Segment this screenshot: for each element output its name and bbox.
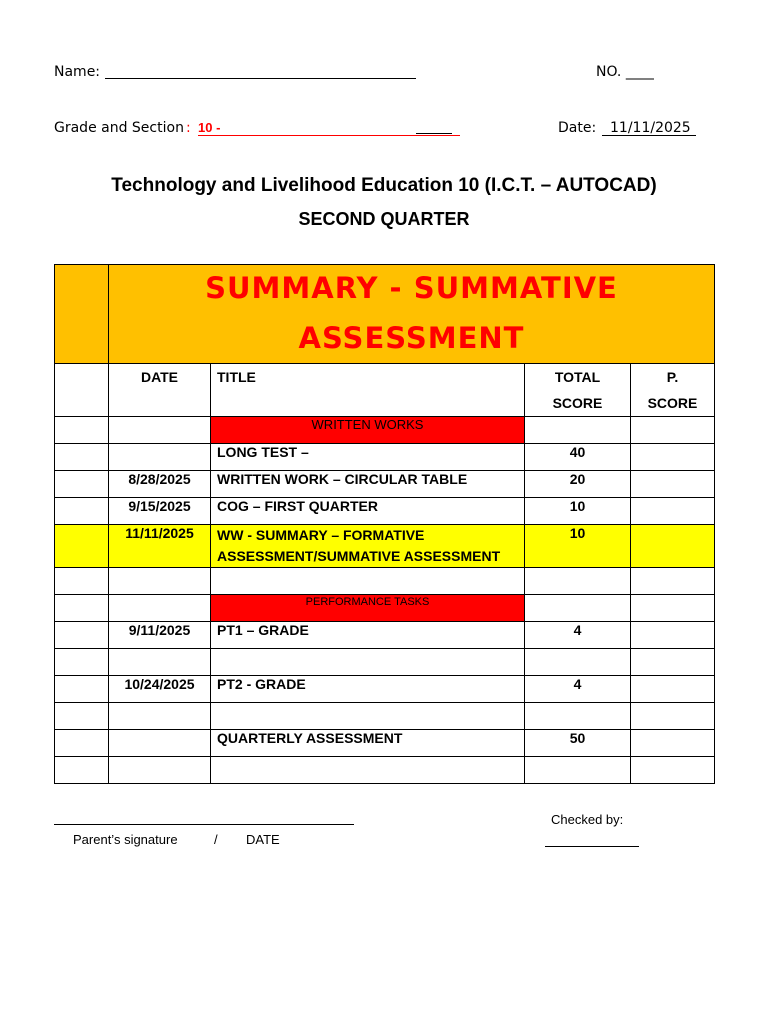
- table-row: [55, 444, 715, 471]
- table-row: [55, 471, 715, 498]
- table-row: [55, 622, 715, 649]
- section-row-performance: [55, 595, 715, 622]
- section-performance-tasks: PERFORMANCE TASKS: [211, 595, 525, 622]
- row-date: [109, 444, 211, 471]
- banner-line-1: SUMMARY - SUMMATIVE: [205, 271, 618, 305]
- row-date: 11/11/2025: [109, 525, 211, 568]
- number-label: NO. ____: [596, 64, 654, 80]
- name-label: Name:: [54, 64, 101, 80]
- signature-date-label: DATE: [246, 832, 280, 847]
- table-row: [55, 498, 715, 525]
- table-row: [55, 676, 715, 703]
- checked-by-line[interactable]: [545, 846, 639, 847]
- row-p-score[interactable]: [631, 676, 715, 703]
- column-header-total-score: TOTAL SCORE: [525, 364, 631, 417]
- row-total: 4: [525, 676, 631, 703]
- summary-table: [54, 264, 715, 784]
- row-p-score[interactable]: [631, 730, 715, 757]
- section-written-works: WRITTEN WORKS: [211, 417, 525, 444]
- signature-slash: /: [214, 832, 218, 847]
- parent-signature-line[interactable]: [54, 824, 354, 825]
- date-value[interactable]: 11/11/2025: [610, 120, 691, 136]
- section-row-written: [55, 417, 715, 444]
- table-row: [55, 730, 715, 757]
- date-label: Date:: [558, 120, 597, 136]
- row-title: LONG TEST –: [211, 444, 525, 471]
- row-date: 9/11/2025: [109, 622, 211, 649]
- row-title: PT2 - GRADE: [211, 676, 525, 703]
- column-header-title: TITLE: [211, 364, 525, 417]
- column-header-p-score: P. SCORE: [631, 364, 715, 417]
- row-date: 9/15/2025: [109, 498, 211, 525]
- column-header-date: DATE: [109, 364, 211, 417]
- table-row-empty: [55, 649, 715, 676]
- document-title: Technology and Livelihood Education 10 (I.C.T. – AUTOCAD): [111, 175, 657, 196]
- grade-section-underline: [198, 135, 460, 136]
- row-title: WW - SUMMARY – FORMATIVE ASSESSMENT/SUMMATIVE ASSESSMENT: [211, 525, 525, 568]
- row-title: QUARTERLY ASSESSMENT: [211, 730, 525, 757]
- name-blank-line[interactable]: [105, 78, 416, 79]
- parent-signature-label: Parent’s signature: [73, 832, 178, 847]
- row-total: 4: [525, 622, 631, 649]
- row-p-score[interactable]: [631, 498, 715, 525]
- grade-section-underline-2: [416, 133, 452, 134]
- row-title: PT1 – GRADE: [211, 622, 525, 649]
- table-row-empty: [55, 757, 715, 784]
- row-p-score[interactable]: [631, 471, 715, 498]
- table-banner: [109, 265, 715, 364]
- row-total: 20: [525, 471, 631, 498]
- table-cell: [55, 265, 109, 364]
- table-row-highlighted: [55, 525, 715, 568]
- checked-by-label: Checked by:: [551, 812, 624, 827]
- row-p-score[interactable]: [631, 525, 715, 568]
- date-underline: [602, 135, 696, 136]
- table-row-empty: [55, 568, 715, 595]
- grade-section-colon: :: [186, 120, 191, 136]
- grade-section-value[interactable]: 10 -: [198, 120, 221, 135]
- row-total: 50: [525, 730, 631, 757]
- document-subtitle: SECOND QUARTER: [298, 209, 470, 229]
- row-title: COG – FIRST QUARTER: [211, 498, 525, 525]
- table-header-row: [55, 364, 715, 417]
- row-p-score[interactable]: [631, 622, 715, 649]
- banner-line-2: ASSESSMENT: [298, 321, 525, 355]
- row-date: 8/28/2025: [109, 471, 211, 498]
- row-total: 40: [525, 444, 631, 471]
- row-total: 10: [525, 498, 631, 525]
- row-date: 10/24/2025: [109, 676, 211, 703]
- row-total: 10: [525, 525, 631, 568]
- grade-section-label: Grade and Section: [54, 120, 184, 136]
- table-banner-row: [55, 265, 715, 364]
- table-cell: [55, 364, 109, 417]
- row-date: [109, 730, 211, 757]
- table-row-empty: [55, 703, 715, 730]
- row-p-score[interactable]: [631, 444, 715, 471]
- row-title: WRITTEN WORK – CIRCULAR TABLE: [211, 471, 525, 498]
